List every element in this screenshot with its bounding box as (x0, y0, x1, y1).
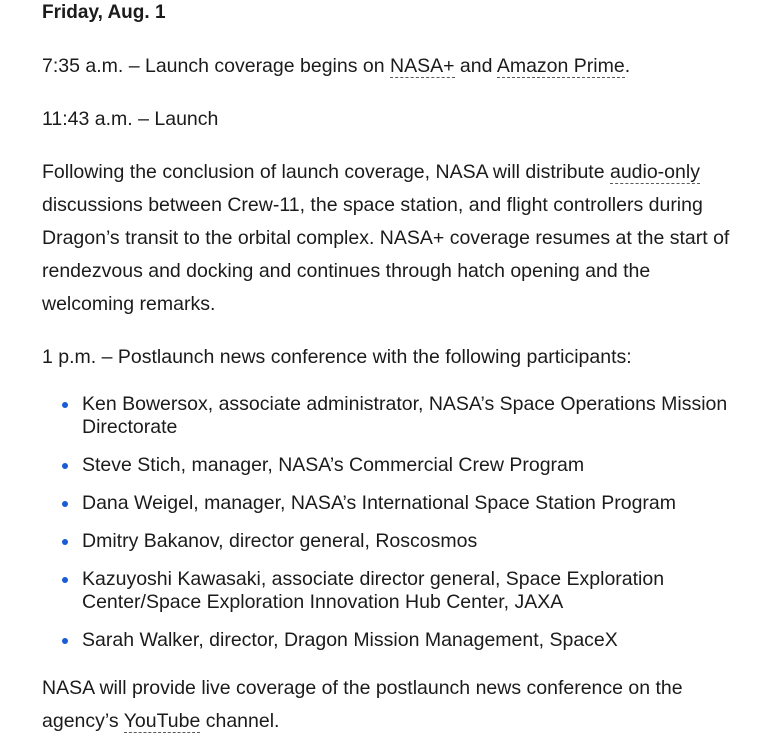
time-separator: – (123, 55, 145, 77)
participant-text: Sarah Walker, director, Dragon Mission Management, SpaceX (82, 629, 618, 651)
participant-text: Dmitry Bakanov, director general, Roscosmos (82, 530, 478, 552)
coverage-paragraph (42, 156, 742, 321)
list-item (62, 629, 742, 652)
list-item (62, 393, 742, 439)
participant-text: Steve Stich, manager, NASA’s Commercial Crew Program (82, 454, 585, 476)
schedule-item-news-conference (42, 341, 742, 374)
participant-text: Ken Bowersox, associate administrator, NASA’s Space Operations Mission Directorate (82, 393, 728, 438)
schedule-text: Postlaunch news conference with the following participants: (117, 346, 632, 368)
bullet-icon (62, 577, 68, 583)
paragraph-text: NASA will provide live coverage of the postlaunch news conference on the agency’s (42, 677, 683, 732)
schedule-text: . (624, 55, 631, 77)
audio-only-link[interactable]: audio-only (609, 161, 700, 183)
closing-paragraph (42, 672, 742, 738)
bullet-icon (62, 539, 68, 545)
list-item (62, 454, 742, 477)
time-separator: – (96, 346, 118, 368)
participants-list (42, 393, 742, 652)
schedule-item-launch (42, 103, 742, 136)
bullet-icon (62, 463, 68, 469)
list-item (62, 568, 742, 614)
schedule-time: 11:43 a.m. (42, 108, 133, 130)
nasa-plus-link[interactable]: NASA+ (390, 55, 455, 77)
schedule-time: 7:35 a.m. (42, 55, 124, 77)
youtube-link[interactable]: YouTube (123, 710, 201, 732)
time-separator: – (132, 108, 155, 130)
participant-text: Kazuyoshi Kawasaki, associate director general, Space Exploration Center/Space Exploration Innovation Hub Center, JAXA (82, 568, 665, 613)
schedule-text: and (454, 55, 497, 77)
schedule-text: Launch (154, 108, 219, 130)
article-content (42, 0, 742, 738)
paragraph-text: channel. (200, 710, 280, 732)
participant-text: Dana Weigel, manager, NASA’s International Space Station Program (82, 492, 676, 514)
paragraph-text: Following the conclusion of launch coverage, NASA will distribute (42, 161, 610, 183)
list-item (62, 530, 742, 553)
date-heading: Friday, Aug. 1 (42, 2, 166, 23)
schedule-item-coverage (42, 50, 742, 83)
bullet-icon (62, 402, 68, 408)
schedule-text: Launch coverage begins on (144, 55, 391, 77)
paragraph-text: discussions between Crew-11, the space station, and flight controllers during Dragon’s transit to the orbital complex. NASA+ coverage resumes at the start of rendezvous and docking and continues through hatch opening and the welcoming remarks. (42, 194, 730, 315)
list-item (62, 492, 742, 515)
schedule-time: 1 p.m. (42, 346, 97, 368)
bullet-icon (62, 501, 68, 507)
amazon-prime-link[interactable]: Amazon Prime (496, 55, 625, 77)
bullet-icon (62, 638, 68, 644)
